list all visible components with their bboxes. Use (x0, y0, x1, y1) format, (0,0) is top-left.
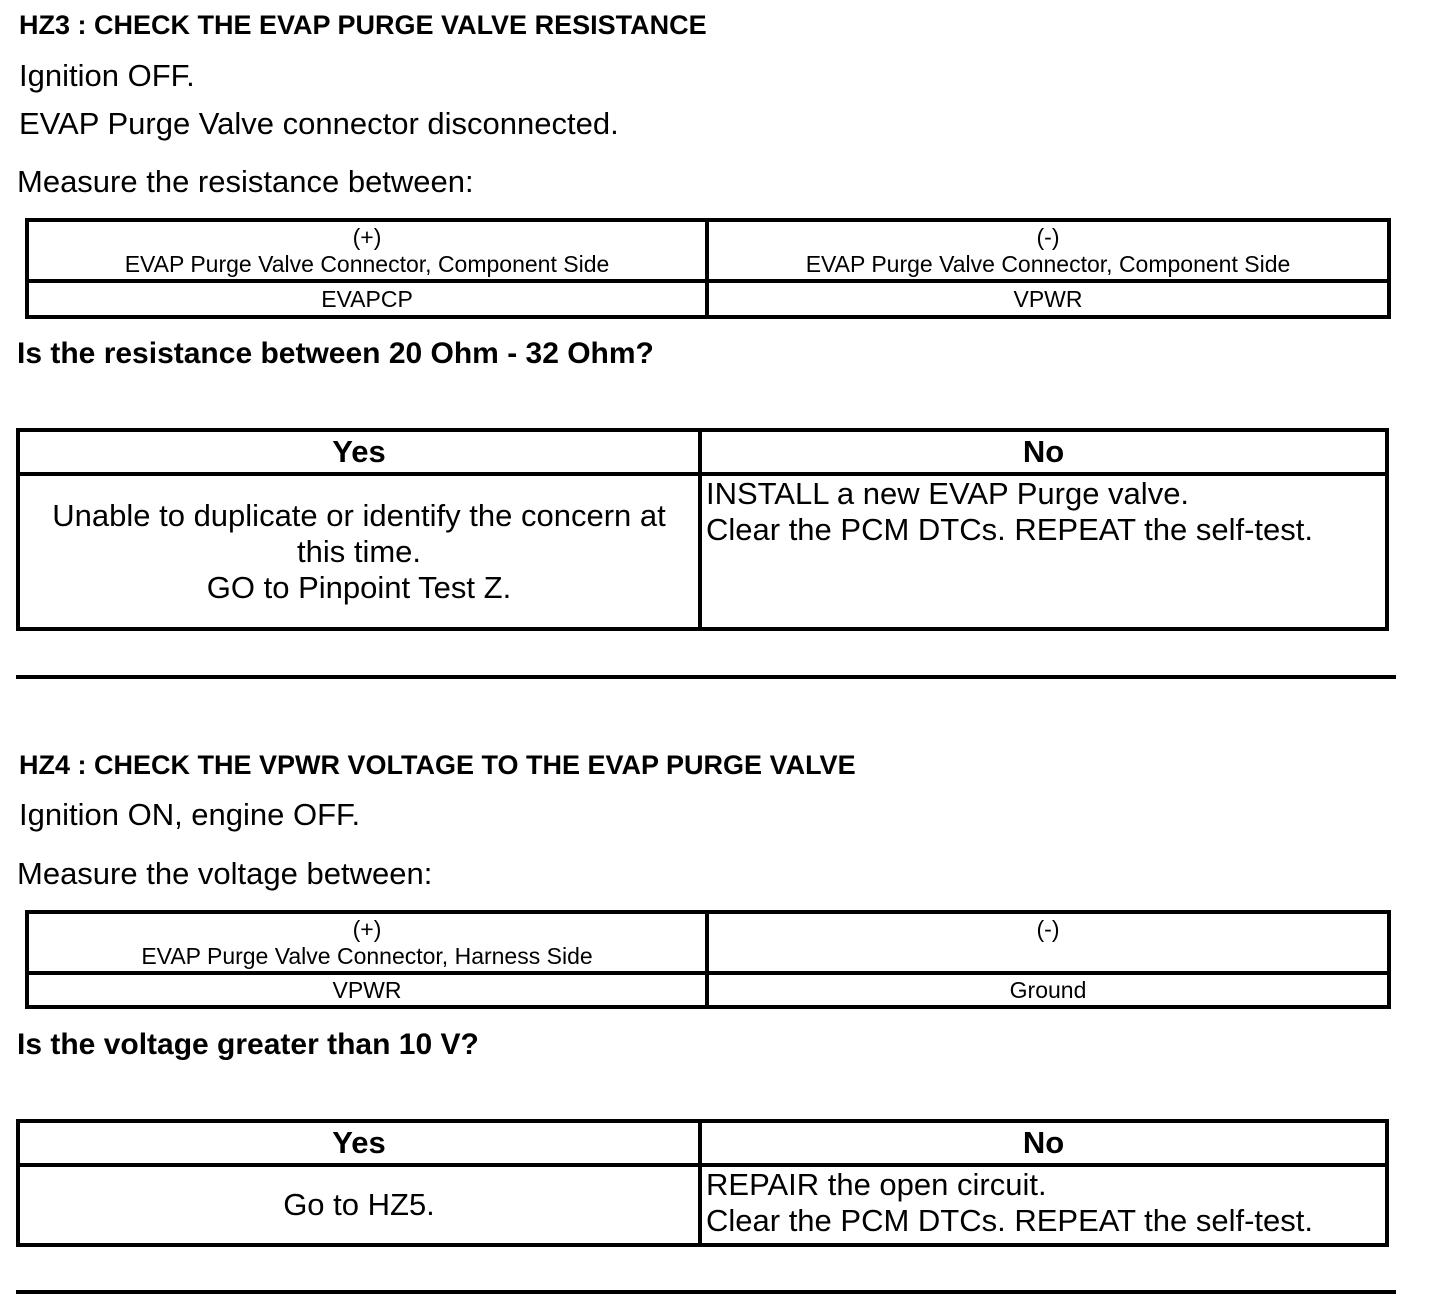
hz4-title: HZ4 : CHECK THE VPWR VOLTAGE TO THE EVAP PURGE VALVE (19, 750, 856, 780)
hz4-step-ignition: Ignition ON, engine OFF. (19, 797, 361, 832)
hz3-no-header: No (700, 430, 1387, 474)
hz3-minus-terminal-cell (707, 220, 1389, 281)
hz3-answer-table (16, 428, 1389, 631)
hz3-no-action (700, 474, 1387, 629)
hz4-minus-symbol: (-) (1036, 916, 1060, 942)
hz3-measurement-table (25, 218, 1391, 319)
hz3-no-line: INSTALL a new EVAP Purge valve. (706, 476, 1190, 511)
hz3-yes-action (18, 474, 700, 629)
hz4-no-action (700, 1165, 1387, 1245)
hz3-minus-location: EVAP Purge Valve Connector, Component Side (805, 251, 1291, 277)
hz3-step-ignition: Ignition OFF. (19, 58, 195, 93)
hz4-plus-terminal-cell (27, 912, 707, 973)
hz3-measure-label: Measure the resistance between: (17, 164, 474, 199)
hz3-yes-line: Unable to duplicate or identify the concern at (52, 497, 666, 533)
hz3-yes-line: this time. (296, 533, 422, 569)
hz4-no-header: No (700, 1121, 1387, 1165)
hz4-answer-table (16, 1119, 1389, 1247)
hz4-question: Is the voltage greater than 10 V? (17, 1028, 479, 1061)
hz4-minus-pin: Ground (707, 973, 1389, 1007)
hz4-measurement-table (25, 910, 1391, 1009)
hz4-measure-label: Measure the voltage between: (17, 856, 433, 891)
hz4-plus-symbol: (+) (352, 916, 382, 942)
hz4-yes-header: Yes (18, 1121, 700, 1165)
section-divider (16, 675, 1396, 679)
hz4-yes-line: Go to HZ5. (283, 1187, 435, 1222)
hz3-yes-header: Yes (18, 430, 700, 474)
hz3-question: Is the resistance between 20 Ohm - 32 Ohm? (17, 337, 654, 370)
hz4-plus-pin: VPWR (27, 973, 707, 1007)
hz4-minus-terminal-cell (707, 912, 1389, 973)
hz3-title: HZ3 : CHECK THE EVAP PURGE VALVE RESISTANCE (19, 10, 707, 40)
hz4-no-line: Clear the PCM DTCs. REPEAT the self-test. (706, 1203, 1313, 1238)
hz3-minus-pin: VPWR (707, 281, 1389, 317)
hz4-no-line: REPAIR the open circuit. (706, 1167, 1047, 1202)
hz3-plus-symbol: (+) (352, 224, 382, 250)
hz3-plus-location: EVAP Purge Valve Connector, Component Side (124, 251, 610, 277)
hz4-plus-location: EVAP Purge Valve Connector, Harness Side (141, 943, 593, 969)
section-divider (16, 1290, 1396, 1294)
hz3-plus-terminal-cell (27, 220, 707, 281)
hz3-no-line: Clear the PCM DTCs. REPEAT the self-test. (706, 512, 1313, 547)
hz3-yes-line: GO to Pinpoint Test Z. (206, 569, 512, 605)
hz3-step-connector: EVAP Purge Valve connector disconnected. (19, 106, 619, 141)
hz3-minus-symbol: (-) (1036, 224, 1060, 250)
hz4-yes-action (18, 1165, 700, 1245)
hz3-plus-pin: EVAPCP (27, 281, 707, 317)
